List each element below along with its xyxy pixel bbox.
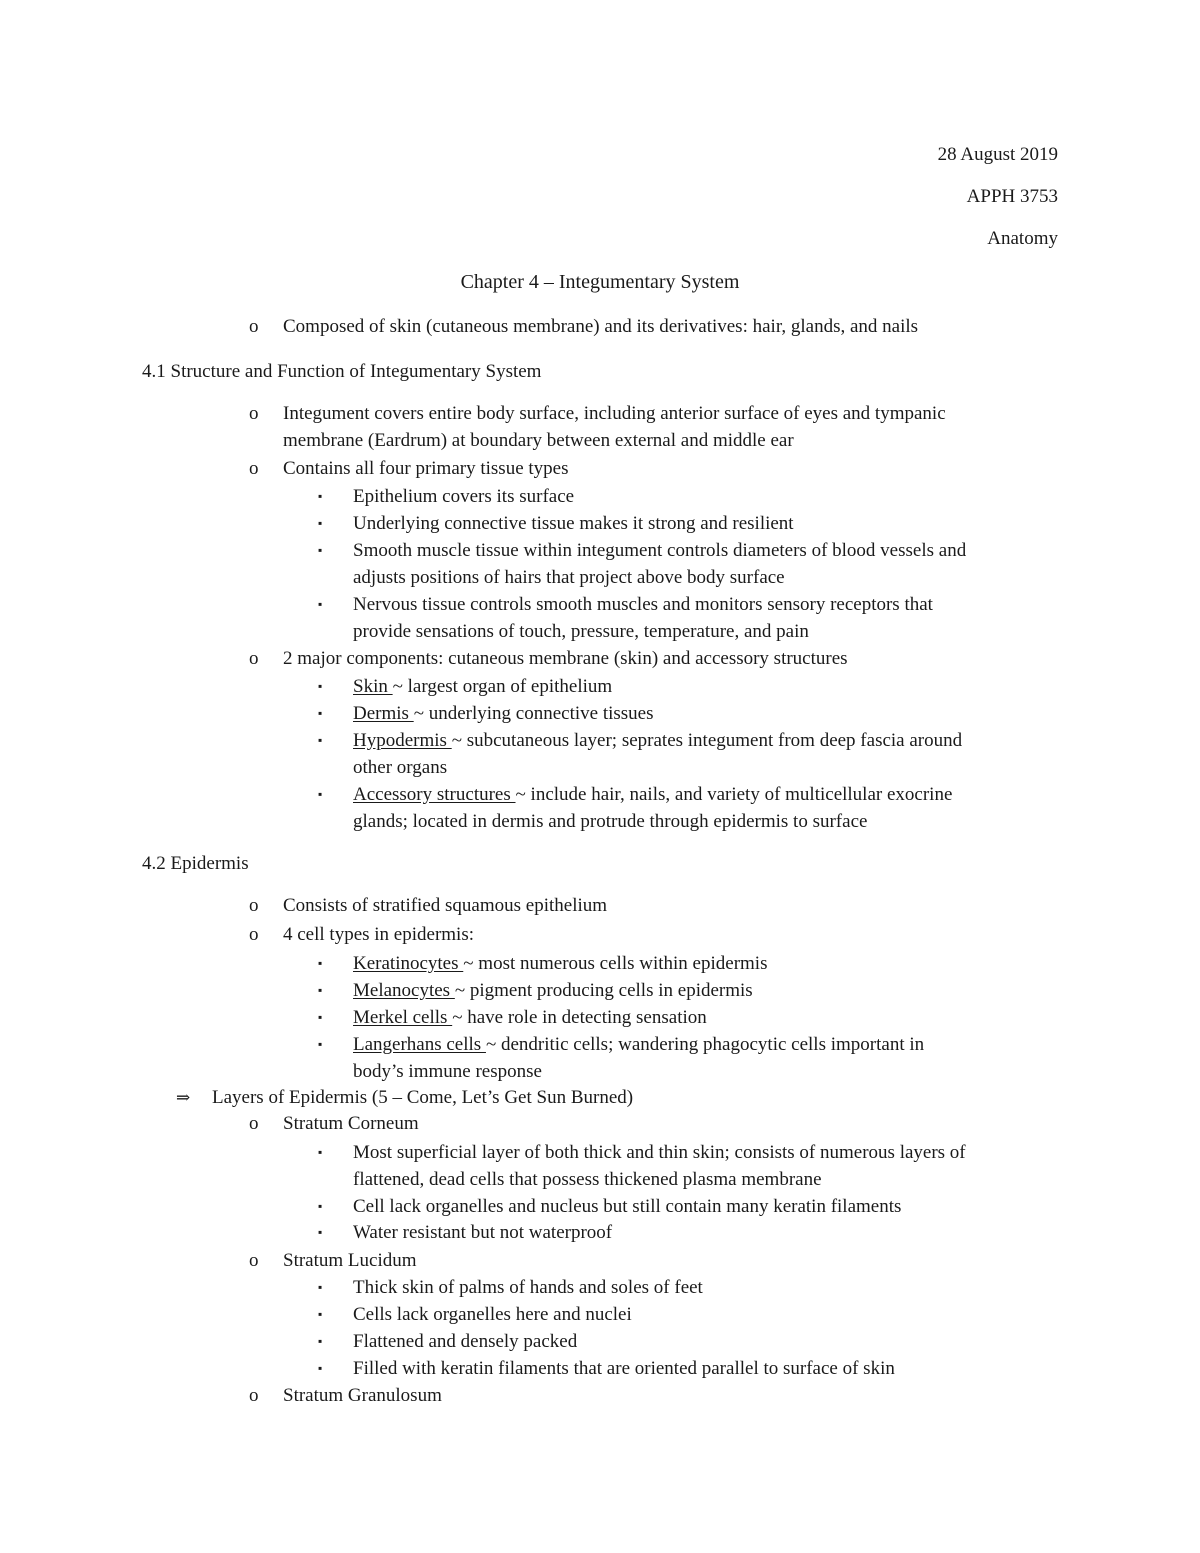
definition-melanocytes <box>353 977 753 1004</box>
layer-stratum-lucidum: Stratum Lucidum <box>283 1250 417 1271</box>
term-skin: Skin <box>353 676 393 697</box>
layers-heading: Layers of Epidermis (5 – Come, Let’s Get Sun Burned) <box>212 1087 634 1108</box>
circle-bullet-icon: o <box>249 458 259 479</box>
sub-list-item: Cells lack organelles here and nuclei <box>353 1304 632 1325</box>
sub-list-item: Thick skin of palms of hands and soles of feet <box>353 1277 703 1298</box>
definition-dermis <box>353 700 654 727</box>
layer-stratum-granulosum: Stratum Granulosum <box>283 1385 442 1406</box>
header-date: 28 August 2019 <box>937 144 1058 165</box>
term-langerhans-cells: Langerhans cells <box>353 1034 486 1055</box>
list-item: 2 major components: cutaneous membrane (skin) and accessory structures <box>283 648 848 669</box>
definition-keratinocytes <box>353 950 767 977</box>
layer-stratum-corneum: Stratum Corneum <box>283 1113 419 1134</box>
sub-list-item: Filled with keratin filaments that are oriented parallel to surface of skin <box>353 1358 895 1379</box>
circle-bullet-icon: o <box>249 924 259 945</box>
definition-hypodermis <box>353 727 962 754</box>
term-merkel-cells: Merkel cells <box>353 1007 453 1028</box>
square-bullet-icon: ▪ <box>318 787 323 801</box>
section-heading-4-1: 4.1 Structure and Function of Integumentary System <box>142 361 542 382</box>
definition-accessory <box>353 781 952 808</box>
section-heading-4-2: 4.2 Epidermis <box>142 853 249 874</box>
square-bullet-icon: ▪ <box>318 956 323 970</box>
definition-text: ~ subcutaneous layer; seprates integument from deep fascia around <box>451 730 963 751</box>
circle-bullet-icon: o <box>249 316 259 337</box>
arrow-bullet-icon: ⇒ <box>176 1088 191 1107</box>
header-subject: Anatomy <box>987 228 1058 249</box>
square-bullet-icon: ▪ <box>318 1199 323 1213</box>
square-bullet-icon: ▪ <box>318 983 323 997</box>
sub-list-item-continued: adjusts positions of hairs that project above body surface <box>353 567 785 588</box>
square-bullet-icon: ▪ <box>318 1361 323 1375</box>
sub-list-item-continued: body’s immune response <box>353 1061 542 1082</box>
term-hypodermis: Hypodermis <box>353 730 452 751</box>
sub-list-item: Flattened and densely packed <box>353 1331 578 1352</box>
term-keratinocytes: Keratinocytes <box>353 953 464 974</box>
square-bullet-icon: ▪ <box>318 489 323 503</box>
sub-list-item-continued: other organs <box>353 757 448 778</box>
definition-text: ~ most numerous cells within epidermis <box>463 953 768 974</box>
sub-list-item: Cell lack organelles and nucleus but still contain many keratin filaments <box>353 1196 902 1217</box>
page-title: Chapter 4 – Integumentary System <box>460 271 740 293</box>
intro-text: Composed of skin (cutaneous membrane) and its derivatives: hair, glands, and nails <box>283 316 919 337</box>
sub-list-item: Nervous tissue controls smooth muscles and monitors sensory receptors that <box>353 594 933 615</box>
term-melanocytes: Melanocytes <box>353 980 455 1001</box>
definition-merkel-cells <box>353 1004 707 1031</box>
list-item: 4 cell types in epidermis: <box>283 924 475 945</box>
square-bullet-icon: ▪ <box>318 1334 323 1348</box>
definition-text: ~ underlying connective tissues <box>413 703 654 724</box>
term-dermis: Dermis <box>353 703 414 724</box>
square-bullet-icon: ▪ <box>318 706 323 720</box>
definition-text: ~ dendritic cells; wandering phagocytic cells important in <box>485 1034 925 1055</box>
square-bullet-icon: ▪ <box>318 733 323 747</box>
square-bullet-icon: ▪ <box>318 1225 323 1239</box>
list-item: Consists of stratified squamous epithelium <box>283 895 608 916</box>
definition-text: ~ largest organ of epithelium <box>392 676 613 697</box>
sub-list-item: Most superficial layer of both thick and thin skin; consists of numerous layers of <box>353 1142 966 1163</box>
square-bullet-icon: ▪ <box>318 1145 323 1159</box>
circle-bullet-icon: o <box>249 1385 259 1406</box>
sub-list-item-continued: provide sensations of touch, pressure, temperature, and pain <box>353 621 809 642</box>
definition-skin <box>353 673 612 700</box>
square-bullet-icon: ▪ <box>318 597 323 611</box>
square-bullet-icon: ▪ <box>318 543 323 557</box>
square-bullet-icon: ▪ <box>318 1280 323 1294</box>
sub-list-item: Epithelium covers its surface <box>353 486 575 507</box>
list-item: Contains all four primary tissue types <box>283 458 569 479</box>
list-item-continued: membrane (Eardrum) at boundary between external and middle ear <box>283 430 794 451</box>
header-course: APPH 3753 <box>966 186 1058 207</box>
sub-list-item-continued: glands; located in dermis and protrude through epidermis to surface <box>353 811 868 832</box>
circle-bullet-icon: o <box>249 403 259 424</box>
circle-bullet-icon: o <box>249 1250 259 1271</box>
sub-list-item: Water resistant but not waterproof <box>353 1222 613 1243</box>
term-accessory-structures: Accessory structures <box>353 784 516 805</box>
square-bullet-icon: ▪ <box>318 1010 323 1024</box>
square-bullet-icon: ▪ <box>318 679 323 693</box>
circle-bullet-icon: o <box>249 648 259 669</box>
sub-list-item: Underlying connective tissue makes it strong and resilient <box>353 513 794 534</box>
definition-langerhans-cells <box>353 1031 924 1058</box>
definition-text: ~ pigment producing cells in epidermis <box>454 980 753 1001</box>
list-item: Integument covers entire body surface, including anterior surface of eyes and tympanic <box>283 403 946 424</box>
circle-bullet-icon: o <box>249 1113 259 1134</box>
definition-text: ~ include hair, nails, and variety of multicellular exocrine <box>515 784 953 805</box>
sub-list-item-continued: flattened, dead cells that possess thickened plasma membrane <box>353 1169 822 1190</box>
square-bullet-icon: ▪ <box>318 1307 323 1321</box>
square-bullet-icon: ▪ <box>318 1037 323 1051</box>
square-bullet-icon: ▪ <box>318 516 323 530</box>
circle-bullet-icon: o <box>249 895 259 916</box>
definition-text: ~ have role in detecting sensation <box>452 1007 707 1028</box>
sub-list-item: Smooth muscle tissue within integument controls diameters of blood vessels and <box>353 540 967 561</box>
